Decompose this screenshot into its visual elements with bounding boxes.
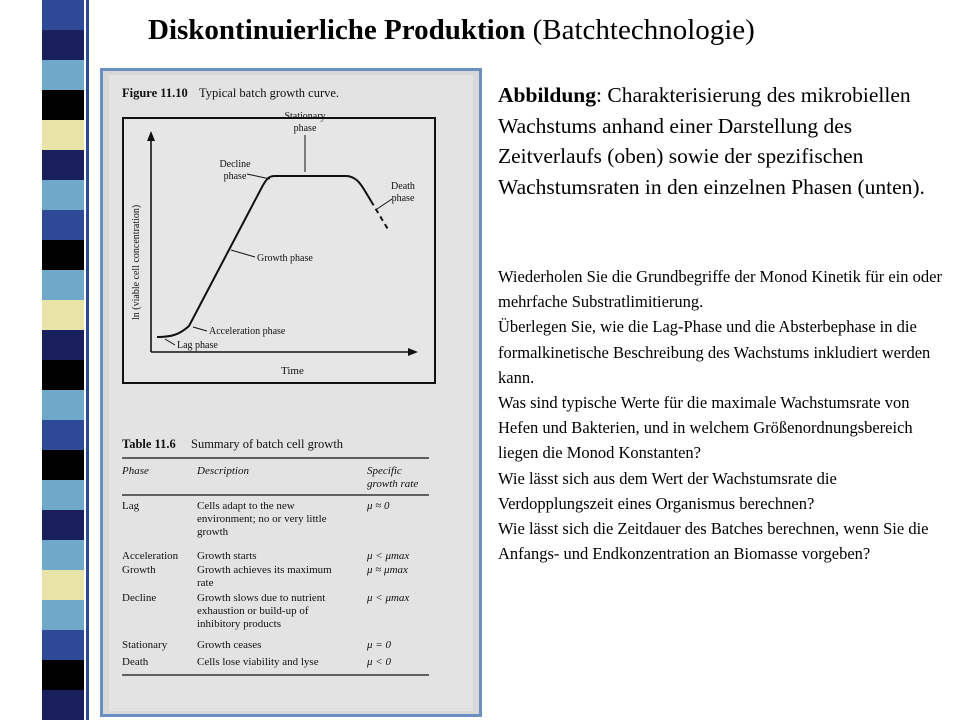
question-item: Wie lässt sich die Zeitdauer des Batches berechnen, wenn Sie die Anfangs- und Endkonzentration an Biomasse vorgeben? (498, 519, 929, 564)
stripe-block (42, 180, 84, 211)
stripe-block (42, 480, 84, 511)
stripe-block (42, 450, 84, 481)
stripe-block (42, 300, 84, 331)
table-cell-description: Cells lose viability and lyse (197, 656, 319, 668)
label-acceleration: Acceleration phase (209, 326, 286, 337)
table-header-phase: Phase (122, 465, 149, 477)
question-item: Wie lässt sich aus dem Wert der Wachstumsrate die Verdopplungszeit eines Organismus berechnen? (498, 468, 837, 513)
table-cell-description: Growth starts (197, 550, 257, 562)
table-body (122, 500, 429, 675)
table-cell-description: environment; no or very little (197, 513, 327, 525)
stripe-block (42, 570, 84, 601)
caption-text: : Charakterisierung des mikrobiellen Wachstums anhand einer Darstellung des Zeitverlaufs (oben) sowie der spezifischen Wachstumsraten in den einzelnen Phasen (unten). (498, 83, 925, 199)
stripe-block (42, 360, 84, 391)
stripe-block (42, 30, 84, 61)
graph-box (123, 118, 435, 383)
table-cell-phase: Lag (122, 500, 140, 512)
table-cell-rate: μ < 0 (367, 656, 391, 668)
title-bold: Diskontinuierliche Produktion (148, 14, 526, 46)
table-cell-phase: Growth (122, 564, 156, 576)
stripe-block (42, 270, 84, 301)
figure-graphic (109, 75, 473, 711)
stripe-block (42, 240, 84, 271)
table-header-rate-2: growth rate (367, 478, 419, 490)
table-cell-description: Growth ceases (197, 639, 262, 651)
table-cell-rate: μ ≈ 0 (367, 500, 390, 512)
table-cell-description: Growth achieves its maximum (197, 564, 332, 576)
stripe-line (86, 0, 89, 720)
table-cell-description: inhibitory products (197, 618, 282, 630)
stripe-block (42, 90, 84, 121)
question-list (498, 264, 948, 566)
table-cell-phase: Death (122, 656, 149, 668)
table-cell-phase: Decline (122, 592, 157, 604)
label-death-1: Death (391, 181, 415, 192)
stripe-block (42, 0, 84, 31)
table-cell-rate: μ < μmax (367, 592, 410, 604)
stripe-block (42, 120, 84, 151)
stripe-block (42, 60, 84, 91)
stripe-block (42, 210, 84, 241)
table-header-rate-1: Specific (367, 465, 402, 477)
question-item: Wiederholen Sie die Grundbegriffe der Monod Kinetik für ein oder mehrfache Substratlimitierung. (498, 267, 942, 312)
figure-frame (100, 68, 482, 717)
stripe-block (42, 390, 84, 421)
table-cell-phase: Stationary (122, 639, 168, 651)
stripe-block (42, 540, 84, 571)
label-stationary-2: phase (293, 123, 317, 134)
stripe-block (42, 420, 84, 451)
slide-title (148, 14, 755, 47)
table-cell-description: rate (197, 577, 214, 589)
label-lag: Lag phase (177, 340, 218, 351)
table-cell-description: exhaustion or build-up of (197, 605, 309, 617)
figure-description (498, 80, 938, 202)
label-decline-1: Decline (219, 159, 251, 170)
table-cell-description: Growth slows due to nutrient (197, 592, 326, 604)
question-item: Überlegen Sie, wie die Lag-Phase und die Absterbephase in die formalkinetische Beschreibung des Wachstums inkludiert werden kann. (498, 317, 931, 387)
label-decline-2: phase (223, 171, 247, 182)
scanned-figure (109, 75, 473, 711)
table-cell-rate: μ = 0 (367, 639, 391, 651)
table-caption: Summary of batch cell growth (191, 437, 344, 451)
table-cell-phase: Acceleration (122, 550, 179, 562)
label-stationary-1: Stationary (284, 111, 326, 122)
stripe-block (42, 330, 84, 361)
label-growth: Growth phase (257, 253, 313, 264)
caption-bold: Abbildung (498, 83, 597, 107)
title-rest: (Batchtechnologie) (525, 14, 755, 46)
table-label: Table 11.6 (122, 437, 176, 451)
stripe-block (42, 510, 84, 541)
table-cell-description: growth (197, 526, 229, 538)
x-axis-label: Time (281, 365, 304, 377)
stripe-block (42, 150, 84, 181)
stripe-block (42, 660, 84, 691)
decorative-stripe (0, 0, 110, 720)
table-cell-description: Cells adapt to the new (197, 500, 295, 512)
question-item: Was sind typische Werte für die maximale Wachstumsrate von Hefen und Bakterien, und in welchem Größenordnungsbereich liegen die Monod Konstanten? (498, 393, 913, 463)
label-death-2: phase (391, 193, 415, 204)
y-axis-label: ln (viable cell concentration) (131, 204, 142, 320)
figure-caption: Typical batch growth curve. (199, 86, 340, 100)
table-cell-rate: μ < μmax (367, 550, 410, 562)
stripe-block (42, 630, 84, 661)
stripe-block (42, 600, 84, 631)
table-header-description: Description (197, 465, 249, 477)
table-cell-rate: μ ≈ μmax (367, 564, 408, 576)
figure-label: Figure 11.10 (122, 86, 188, 100)
stripe-block (42, 690, 84, 720)
